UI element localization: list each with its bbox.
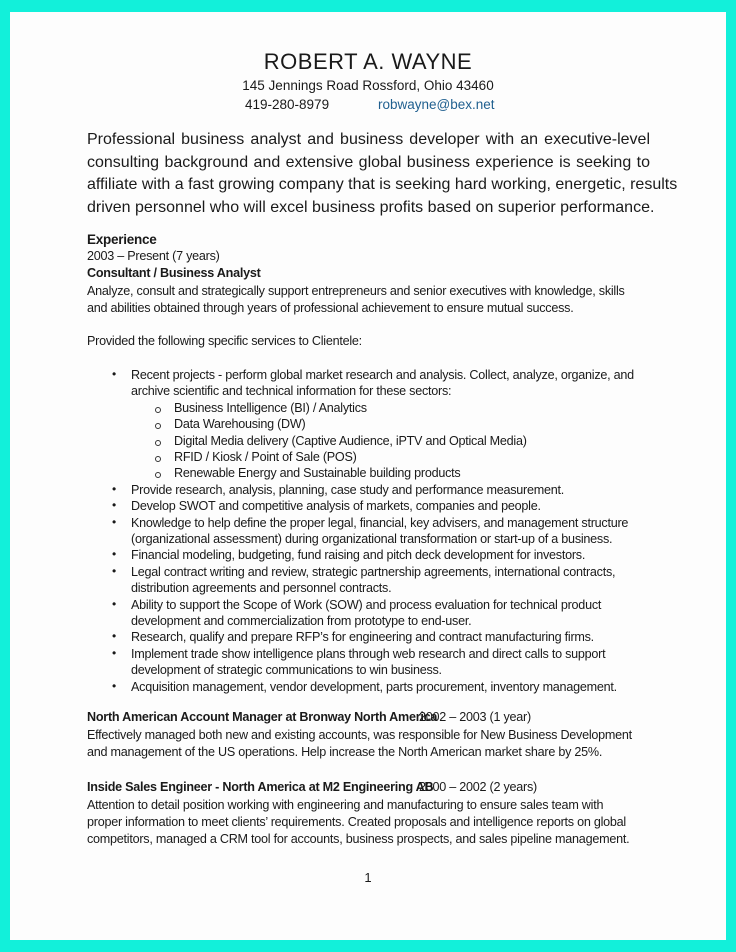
- bullet-item-line: Develop SWOT and competitive analysis of markets, companies and people.: [131, 499, 541, 514]
- bullet-item-line: archive scientific and technical information for these sectors:: [131, 384, 452, 399]
- phone: 419-280-8979: [245, 97, 330, 112]
- experience-period: 2003 – Present (7 years): [87, 249, 220, 263]
- summary: [87, 129, 678, 219]
- resume-page: [10, 12, 726, 940]
- job-title: North American Account Manager at Bronway North America: [87, 710, 438, 724]
- bullet-item-line: distribution agreements and personnel contracts.: [131, 581, 392, 596]
- circle-bullet-icon: [155, 423, 161, 429]
- summary-line: Professional business analyst and business developer with an executive-level: [87, 131, 650, 148]
- bullet-icon: •: [112, 678, 117, 693]
- sub-bullet-item: Business Intelligence (BI) / Analytics: [174, 400, 367, 415]
- job-title: Consultant / Business Analyst: [87, 266, 261, 280]
- bullet-icon: •: [112, 498, 117, 513]
- circle-bullet-icon: [155, 472, 161, 478]
- bullet-item-line: Acquisition management, vendor development, parts procurement, inventory management.: [131, 679, 617, 694]
- bullet-icon: •: [112, 367, 117, 381]
- bullet-icon: •: [112, 629, 117, 644]
- bullet-icon: •: [112, 481, 117, 496]
- bullet-item-line: Provide research, analysis, planning, case study and performance measurement.: [131, 482, 564, 497]
- bullet-item-line: (organizational assessment) during organizational transformation or start-up of a business.: [131, 532, 613, 546]
- sub-bullet-item: Data Warehousing (DW): [174, 417, 306, 432]
- bullet-item-line: development and commercialization from prototype to end-user.: [131, 614, 472, 628]
- bullet-item-line: Research, qualify and prepare RFP’s for engineering and contract manufacturing firms.: [131, 630, 594, 645]
- circle-bullet-icon: [155, 456, 161, 462]
- job-description-line: Analyze, consult and strategically support entrepreneurs and senior executives with knowledge, skills: [87, 284, 625, 298]
- sub-bullet-item: Digital Media delivery (Captive Audience, iPTV and Optical Media): [174, 433, 527, 448]
- circle-bullet-icon: [155, 407, 161, 413]
- services-intro: Provided the following specific services to Clientele:: [87, 334, 362, 348]
- bullet-icon: •: [112, 514, 117, 529]
- job-description-line: Attention to detail position working with engineering and manufacturing to ensure sales team with: [87, 797, 604, 812]
- job-description-line: competitors, managed a CRM tool for accounts, business prospects, and sales pipeline management.: [87, 831, 630, 846]
- page-number: 1: [364, 870, 372, 885]
- candidate-name: ROBERT A. WAYNE: [263, 49, 473, 74]
- summary-line: affiliate with a fast growing company that is seeking hard working, energetic, results: [87, 176, 678, 193]
- job-description-line: Effectively managed both new and existing accounts, was responsible for New Business Development: [87, 727, 632, 742]
- bullet-icon: •: [112, 547, 117, 562]
- bullet-item-line: development of strategic communications to win business.: [131, 663, 442, 678]
- bullet-icon: •: [112, 645, 117, 660]
- bullet-item-line: Ability to support the Scope of Work (SOW) and process evaluation for technical product: [131, 597, 602, 612]
- email-link[interactable]: robwayne@bex.net: [378, 97, 495, 112]
- bullet-icon: •: [112, 596, 117, 611]
- job-period: 2000 – 2002 (2 years): [419, 780, 537, 794]
- section-heading-experience: Experience: [87, 232, 157, 247]
- summary-line: driven personnel who will excel business profits based on superior performance.: [87, 198, 655, 216]
- job-description-line: and management of the US operations. Help increase the North American market share by 25%.: [87, 744, 603, 759]
- sub-bullet-item: Renewable Energy and Sustainable building products: [174, 466, 461, 481]
- sub-bullet-item: RFID / Kiosk / Point of Sale (POS): [174, 450, 357, 464]
- job-title: Inside Sales Engineer - North America at M2 Engineering AB: [87, 780, 434, 794]
- bullet-item-line: Implement trade show intelligence plans through web research and direct calls to support: [131, 646, 606, 661]
- bullet-item-line: Legal contract writing and review, strategic partnership agreements, international contracts,: [131, 564, 616, 579]
- job-description-line: proper information to meet clients’ requirements. Created proposals and intelligence reports on global: [87, 814, 626, 829]
- bullet-item-line: Financial modeling, budgeting, fund raising and pitch deck development for investors.: [131, 548, 586, 563]
- circle-bullet-icon: [155, 440, 161, 446]
- bullet-icon: •: [112, 563, 117, 578]
- address: 145 Jennings Road Rossford, Ohio 43460: [242, 78, 494, 93]
- summary-line: consulting background and extensive global business experience is seeking to: [87, 153, 650, 171]
- job-description-line: and abilities obtained through years of professional achievement to ensure mutual success.: [87, 301, 574, 315]
- bullet-item-line: Knowledge to help define the proper legal, financial, key advisers, and management structure: [131, 515, 629, 530]
- job-period: 2002 – 2003 (1 year): [419, 710, 531, 724]
- bullet-item-line: Recent projects - perform global market research and analysis. Collect, analyze, organize, and: [131, 368, 634, 382]
